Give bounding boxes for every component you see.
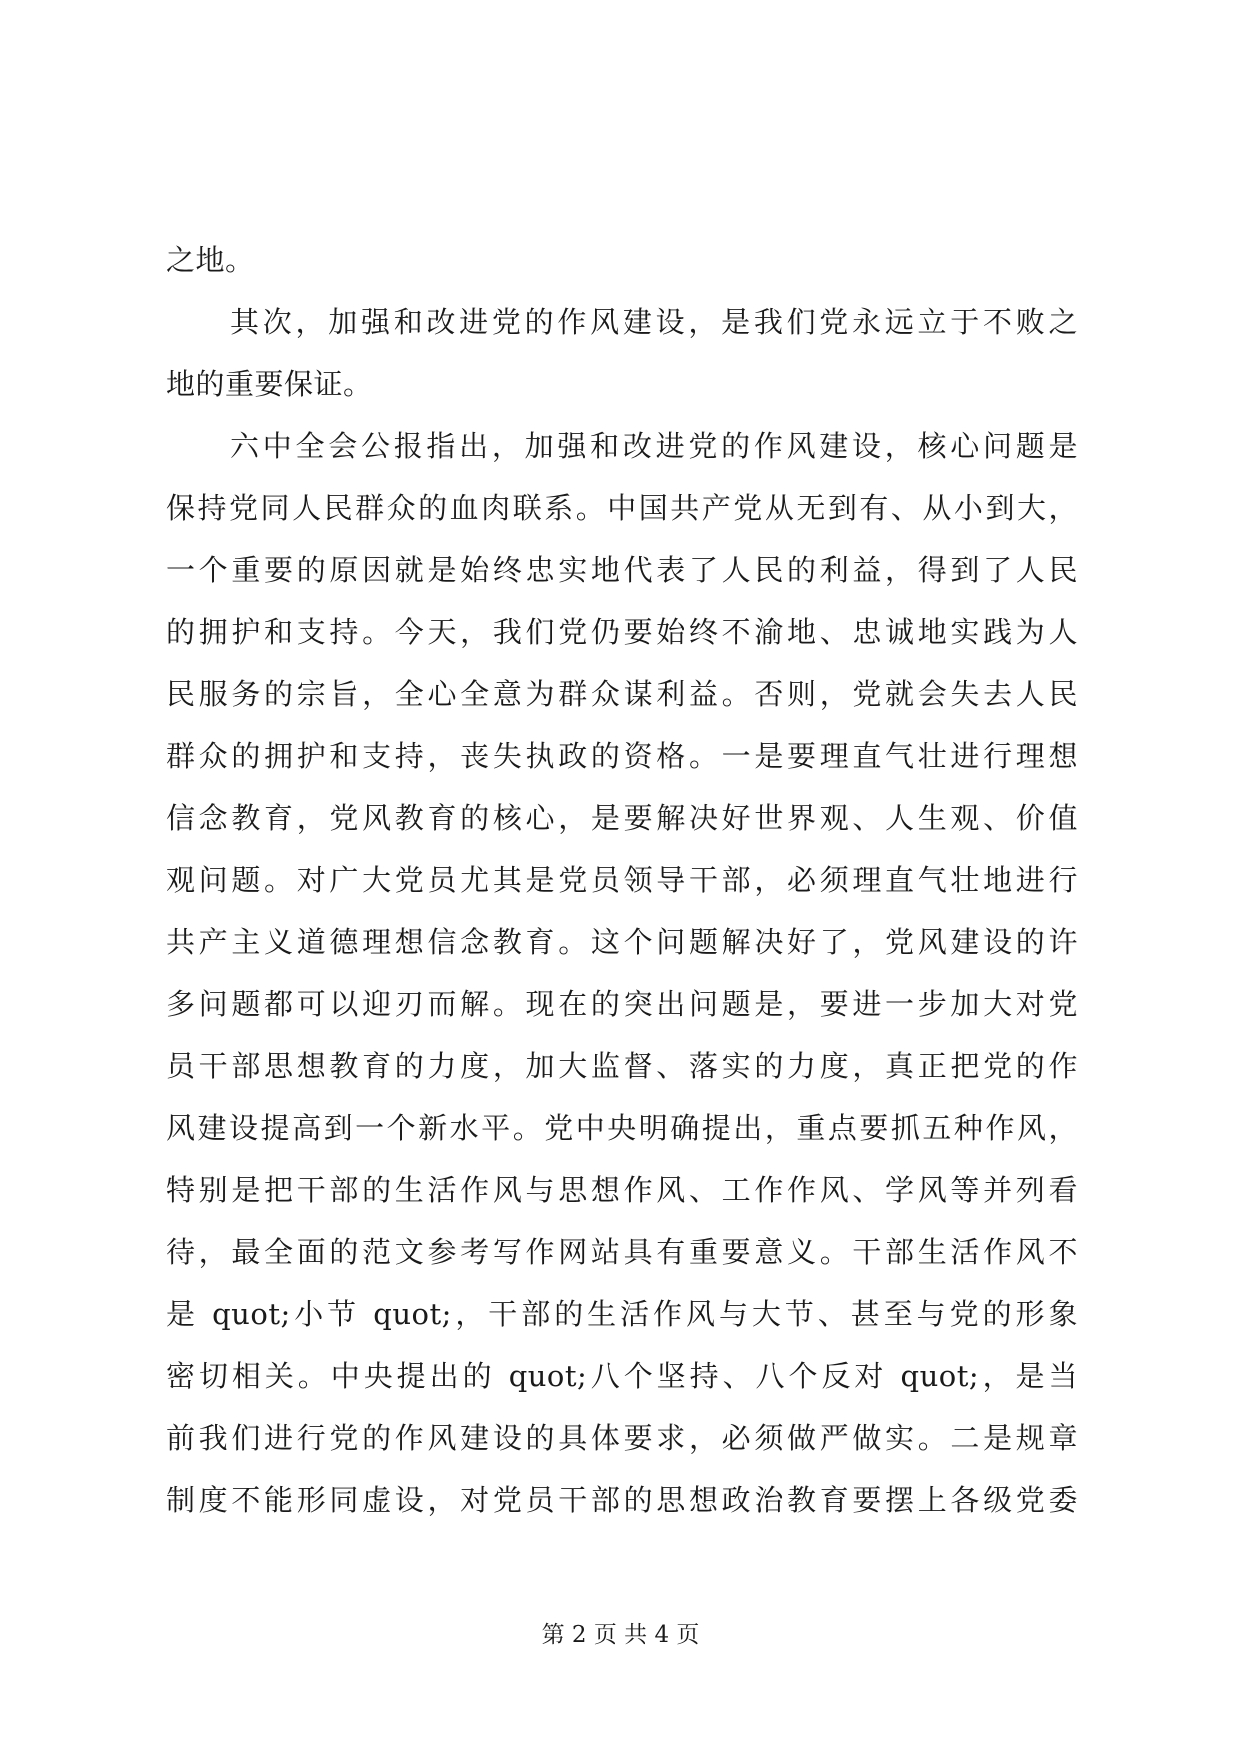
text-line: 地的重要保证。 bbox=[166, 367, 373, 401]
page-number-label: 第 2 页 共 4 页 bbox=[541, 1622, 700, 1648]
text-line: 的拥护和支持。今天，我们党仍要始终不渝地、忠诚地实践为人 bbox=[166, 615, 1078, 649]
text-line: 信念教育，党风教育的核心，是要解决好世界观、人生观、价值 bbox=[166, 801, 1078, 835]
text-line: 群众的拥护和支持，丧失执政的资格。一是要理直气壮进行理想 bbox=[166, 739, 1078, 773]
text-line: 其次，加强和改进党的作风建设，是我们党永远立于不败之 bbox=[230, 305, 1078, 339]
text-line: 待，最全面的范文参考写作网站具有重要意义。干部生活作风不 bbox=[166, 1235, 1078, 1269]
text-line: 是 quot;小节 quot;，干部的生活作风与大节、甚至与党的形象 bbox=[166, 1297, 1078, 1331]
text-line: 前我们进行党的作风建设的具体要求，必须做严做实。二是规章 bbox=[166, 1421, 1078, 1455]
text-line: 民服务的宗旨，全心全意为群众谋利益。否则，党就会失去人民 bbox=[166, 677, 1078, 711]
text-line: 特别是把干部的生活作风与思想作风、工作作风、学风等并列看 bbox=[166, 1173, 1078, 1207]
text-line: 多问题都可以迎刃而解。现在的突出问题是，要进一步加大对党 bbox=[166, 987, 1078, 1021]
text-line: 观问题。对广大党员尤其是党员领导干部，必须理直气壮地进行 bbox=[166, 863, 1078, 897]
text-line: 共产主义道德理想信念教育。这个问题解决好了，党风建设的许 bbox=[166, 925, 1078, 959]
text-line: 员干部思想教育的力度，加大监督、落实的力度，真正把党的作 bbox=[166, 1049, 1078, 1083]
text-line: 一个重要的原因就是始终忠实地代表了人民的利益，得到了人民 bbox=[166, 553, 1078, 587]
page-footer bbox=[0, 1616, 1241, 1649]
text-line: 之地。 bbox=[166, 243, 255, 277]
text-line: 制度不能形同虚设，对党员干部的思想政治教育要摆上各级党委 bbox=[166, 1483, 1078, 1517]
text-line: 密切相关。中央提出的 quot;八个坚持、八个反对 quot;，是当 bbox=[166, 1359, 1078, 1393]
text-line: 六中全会公报指出，加强和改进党的作风建设，核心问题是 bbox=[230, 429, 1078, 463]
text-line: 保持党同人民群众的血肉联系。中国共产党从无到有、从小到大， bbox=[166, 491, 1078, 525]
text-line: 风建设提高到一个新水平。党中央明确提出，重点要抓五种作风， bbox=[166, 1111, 1078, 1145]
body-text bbox=[166, 229, 1078, 1531]
